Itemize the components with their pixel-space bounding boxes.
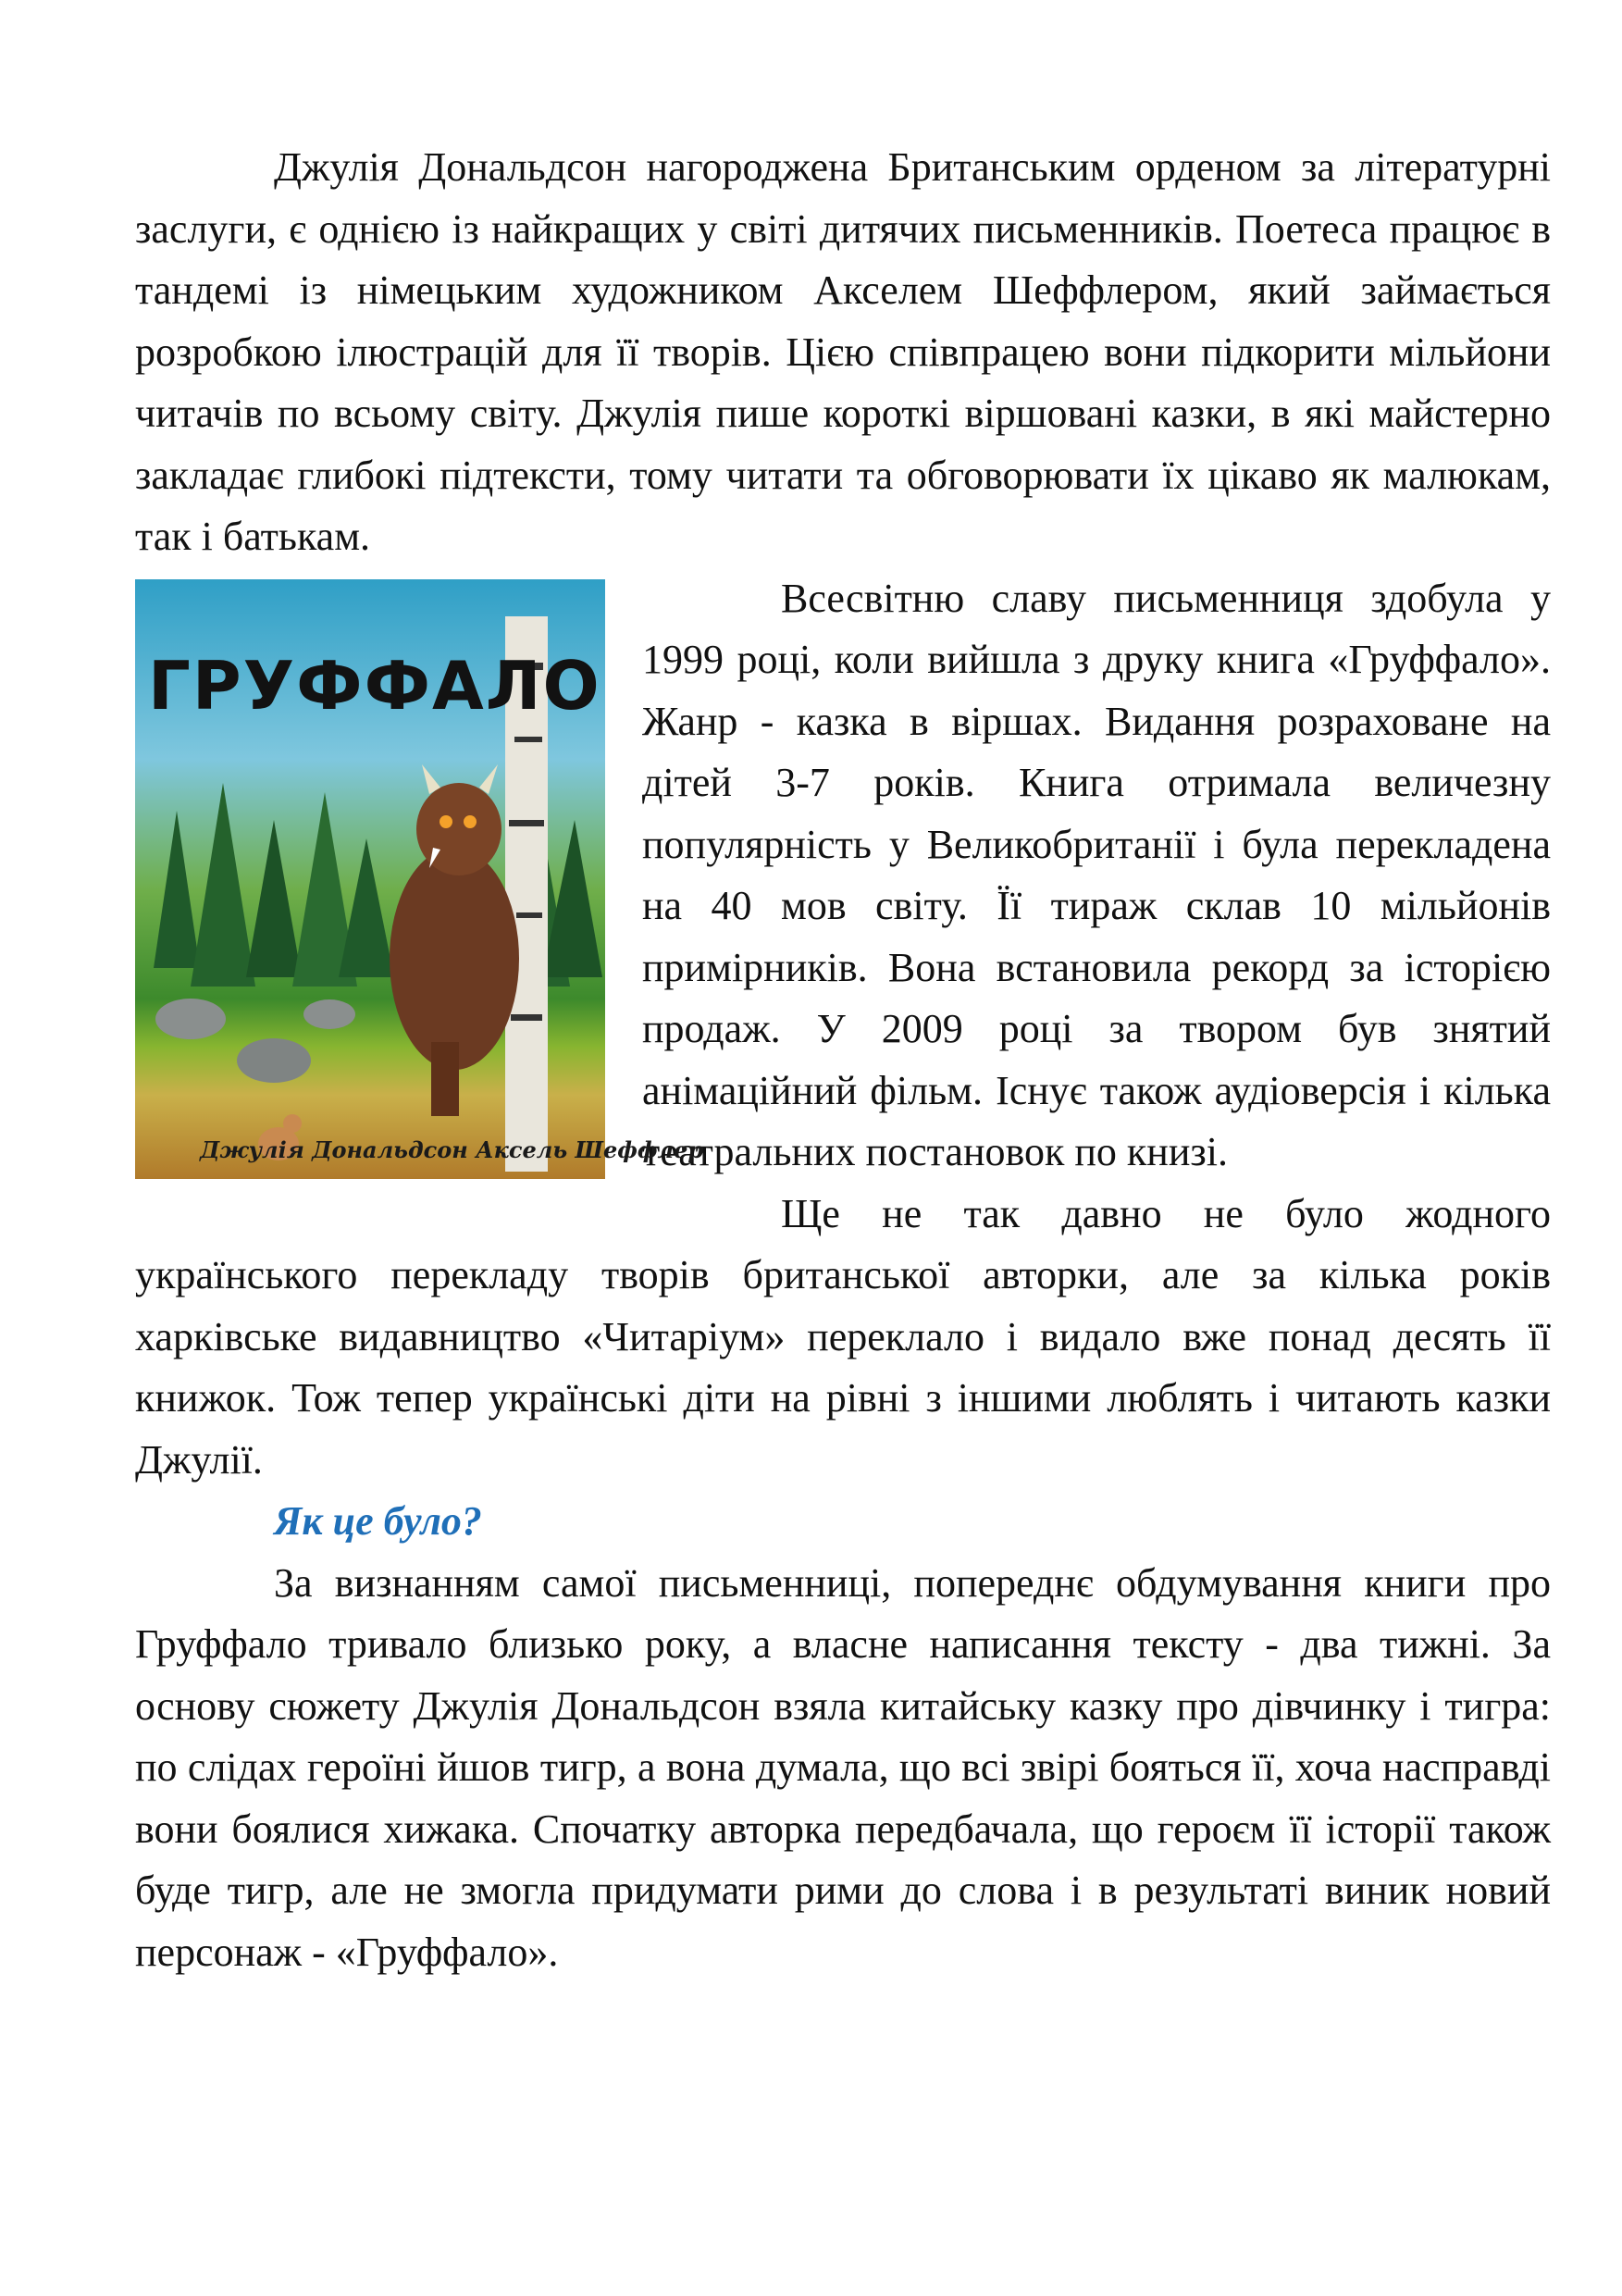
book-cover-image	[135, 579, 704, 1179]
paragraph-fame: Всесвітню славу письменниця здобула у 1999 році, коли вийшла з друку книга «Груффало». Жанр - казка в віршах. Видання розраховане на дітей 3-7 років. Книга отримала величезну популярність у Великобританії і була перекладена на 40 мов світу. Її тираж склав 10 мільйонів примірників. Вона встановила рекорд за історією продаж. У 2009 році за твором був знятий анімаційний фільм. Існує також аудіоверсія і кілька театральних постановок по книзі.	[642, 575, 1551, 1174]
book-cover-title: ГРУФФАЛО	[148, 646, 601, 725]
paragraph-intro: Джулія Дональдсон нагороджена Британським орденом за літературні заслуги, є однією із найкращих у світі дитячих письменників. Поетеса працює в тандемі із німецьким художником Акселем Шеффлером, який займається розробкою ілюстрацій для її творів. Цією співпрацею вони підкорити мільйони читачів по всьому світу. Джулія пише короткі віршовані казки, в які майстерно закладає глибокі підтексти, тому читати та обговорювати їх цікаво як малюкам, так і батькам.	[135, 144, 1551, 559]
section-heading: Як це було?	[274, 1498, 482, 1544]
document-page	[135, 137, 1551, 1983]
paragraph-translation: Ще не так давно не було жодного українського перекладу творів британської авторки, але за кілька років харківське видавництво «Читаріум» переклало і видало вже понад десять її книжок. Тож тепер українські діти на рівні з іншими люблять і читають казки Джулії.	[135, 1190, 1551, 1483]
paragraph-origin: За визнанням самої письменниці, попереднє обдумування книги про Груффало тривало близько року, а власне написання тексту - два тижні. За основу сюжету Джулія Дональдсон взяла китайську казку про дівчинку і тигра: по слідах героїні йшов тигр, а вона думала, що всі звірі бояться її, хоча насправді вони боялися хижака. Спочатку авторка передбачала, що героєм її історії також буде тигр, але не змогла придумати рими до слова і в результаті виник новий персонаж - «Груффало».	[135, 1559, 1551, 1975]
book-cover-authors: Джулія Дональдсон Аксель Шеффлер	[200, 1136, 704, 1163]
